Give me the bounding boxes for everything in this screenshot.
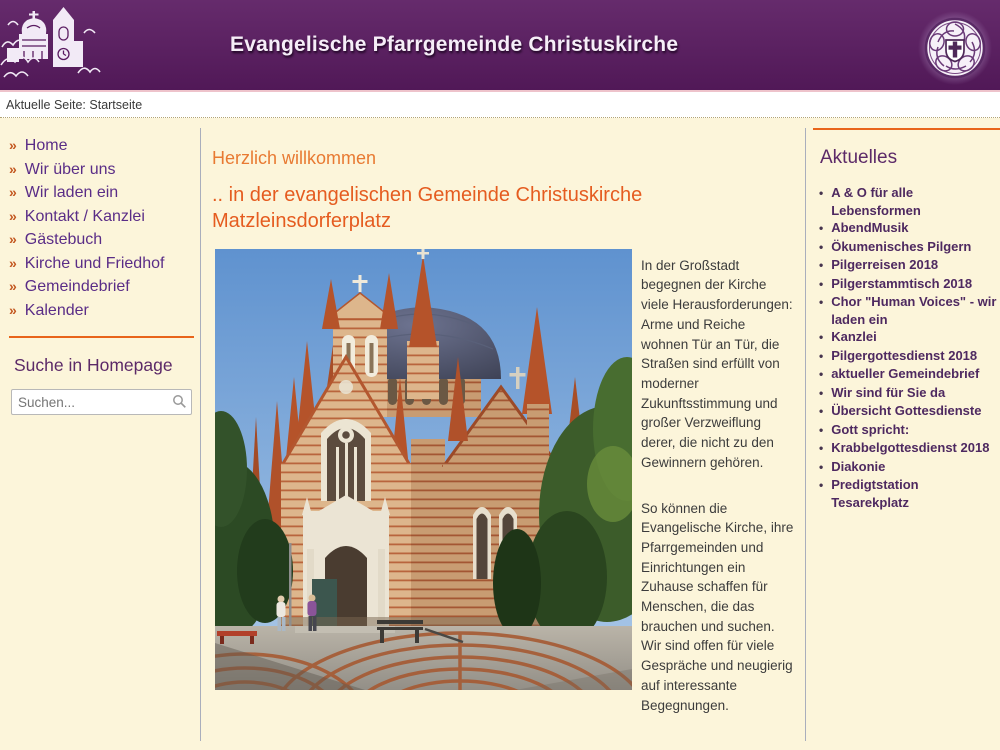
main-menu bbox=[9, 134, 194, 322]
content-columns bbox=[0, 118, 1000, 741]
aktuelles-item[interactable] bbox=[819, 476, 997, 511]
media-row bbox=[211, 249, 795, 741]
search-icon[interactable] bbox=[172, 394, 187, 414]
bullet-icon: • bbox=[819, 348, 824, 363]
bullet-icon: • bbox=[819, 441, 824, 455]
paragraph: So können die Evangelische Kirche, ihre Pfarrgemeinden und Einrichtungen ein Zuhause schaffen für Menschen, die das brauchen und suchen. Wir sind offen für viele Gespräche und neugierig auf interessante Begegnungen. bbox=[641, 500, 794, 713]
site-title: Evangelische Pfarrgemeinde Christuskirche bbox=[230, 33, 679, 56]
aktuelles-link[interactable]: Pilgerreisen 2018 bbox=[831, 257, 939, 272]
aside-divider-rule bbox=[813, 128, 1000, 130]
search-heading: Suche in Homepage bbox=[14, 355, 173, 375]
church-sketch-icon bbox=[0, 3, 102, 92]
intro-text bbox=[641, 249, 795, 741]
bullet-icon: • bbox=[819, 385, 824, 400]
left-sidebar bbox=[0, 128, 200, 415]
aktuelles-item[interactable] bbox=[819, 402, 997, 421]
church-photo bbox=[215, 249, 632, 690]
aktuelles-link[interactable]: Krabbelgottesdienst 2018 bbox=[831, 440, 990, 455]
menu-link[interactable]: Kirche und Friedhof bbox=[24, 254, 165, 272]
menu-item[interactable] bbox=[9, 299, 194, 323]
aktuelles-link[interactable]: aktueller Gemeindebrief bbox=[831, 366, 980, 381]
bullet-icon: • bbox=[819, 478, 824, 492]
double-arrow-icon: » bbox=[9, 254, 17, 271]
double-arrow-icon: » bbox=[9, 160, 17, 177]
menu-link[interactable]: Kontakt / Kanzlei bbox=[24, 207, 145, 225]
main-content bbox=[200, 128, 806, 741]
aktuelles-item[interactable] bbox=[819, 421, 997, 440]
page-subtitle: .. in der evangelischen Gemeinde Christuskirche Matzleinsdorferplatz bbox=[212, 184, 643, 233]
menu-item[interactable] bbox=[9, 252, 194, 276]
right-sidebar bbox=[806, 128, 1000, 511]
bullet-icon: • bbox=[819, 221, 824, 235]
bullet-icon: • bbox=[819, 459, 824, 474]
menu-item[interactable] bbox=[9, 181, 194, 205]
menu-item[interactable] bbox=[9, 158, 194, 182]
menu-item[interactable] bbox=[9, 275, 194, 299]
aktuelles-item[interactable] bbox=[819, 328, 997, 347]
aktuelles-item[interactable] bbox=[819, 347, 997, 366]
search-box bbox=[11, 389, 192, 415]
aktuelles-link[interactable]: Wir sind für Sie da bbox=[831, 384, 946, 400]
aktuelles-link[interactable]: AbendMusik bbox=[831, 220, 909, 235]
aktuelles-link[interactable]: Pilgerstammtisch 2018 bbox=[831, 275, 973, 291]
menu-link[interactable]: Gemeindebrief bbox=[24, 278, 130, 295]
aktuelles-link[interactable]: Chor "Human Voices" - wir laden ein bbox=[831, 294, 997, 327]
bullet-icon: • bbox=[819, 258, 824, 272]
menu-item[interactable] bbox=[9, 134, 194, 158]
luther-rose-icon bbox=[918, 11, 992, 90]
menu-item[interactable] bbox=[9, 205, 194, 229]
aktuelles-item[interactable] bbox=[819, 184, 997, 219]
aktuelles-item[interactable] bbox=[819, 256, 997, 275]
double-arrow-icon: » bbox=[9, 301, 17, 318]
breadcrumb: Aktuelle Seite: Startseite bbox=[6, 97, 143, 112]
bullet-icon: • bbox=[819, 422, 824, 437]
double-arrow-icon: » bbox=[9, 231, 17, 247]
aktuelles-item[interactable] bbox=[819, 293, 997, 328]
aktuelles-item[interactable] bbox=[819, 238, 997, 257]
bullet-icon: • bbox=[819, 330, 824, 344]
breadcrumb-bar bbox=[0, 92, 1000, 118]
aktuelles-item[interactable] bbox=[819, 458, 997, 477]
bullet-icon: • bbox=[819, 276, 824, 291]
aktuelles-item[interactable] bbox=[819, 275, 997, 294]
double-arrow-icon: » bbox=[9, 278, 17, 294]
sidebar-divider-rule bbox=[9, 336, 194, 338]
aside-heading: Aktuelles bbox=[820, 147, 898, 168]
aktuelles-item[interactable] bbox=[819, 219, 997, 238]
aktuelles-link[interactable]: Kanzlei bbox=[831, 329, 877, 344]
aktuelles-link[interactable]: Gott spricht: bbox=[831, 421, 910, 437]
aktuelles-link[interactable]: Diakonie bbox=[831, 458, 886, 474]
aktuelles-item[interactable] bbox=[819, 365, 997, 384]
aktuelles-link[interactable]: A & O für alle Lebensformen bbox=[831, 185, 921, 218]
menu-link[interactable]: Kalender bbox=[24, 301, 89, 319]
double-arrow-icon: » bbox=[9, 184, 17, 200]
bullet-icon: • bbox=[819, 404, 824, 418]
aktuelles-link[interactable]: Übersicht Gottesdienste bbox=[831, 403, 982, 418]
aktuelles-item[interactable] bbox=[819, 439, 997, 458]
aktuelles-list bbox=[806, 184, 1000, 511]
menu-link[interactable]: Home bbox=[24, 137, 68, 154]
bullet-icon: • bbox=[819, 295, 824, 309]
menu-link[interactable]: Gästebuch bbox=[24, 231, 103, 248]
bullet-icon: • bbox=[819, 186, 824, 200]
double-arrow-icon: » bbox=[9, 207, 17, 224]
bullet-icon: • bbox=[819, 367, 824, 381]
menu-link[interactable]: Wir laden ein bbox=[24, 184, 119, 201]
aktuelles-link[interactable]: Ökumenisches Pilgern bbox=[831, 238, 972, 254]
search-input[interactable] bbox=[11, 389, 192, 415]
bullet-icon: • bbox=[819, 239, 824, 254]
page-title: Herzlich willkommen bbox=[212, 148, 377, 168]
site-header bbox=[0, 0, 1000, 92]
aktuelles-item[interactable] bbox=[819, 384, 997, 403]
aktuelles-link[interactable]: Predigtstation Tesarekplatz bbox=[831, 477, 919, 510]
menu-item[interactable] bbox=[9, 228, 194, 252]
paragraph: In der Großstadt begegnen der Kirche viele Herausforderungen: Arme und Reiche wohnen Tür an Tür, die Straßen sind erfüllt von moderner Zukunftsstimmung und großer Verzweiflung derer, die nicht zu den Gewinnern gehören. bbox=[641, 257, 793, 470]
menu-link[interactable]: Wir über uns bbox=[24, 160, 116, 178]
aktuelles-link[interactable]: Pilgergottesdienst 2018 bbox=[831, 347, 978, 363]
double-arrow-icon: » bbox=[9, 137, 17, 153]
